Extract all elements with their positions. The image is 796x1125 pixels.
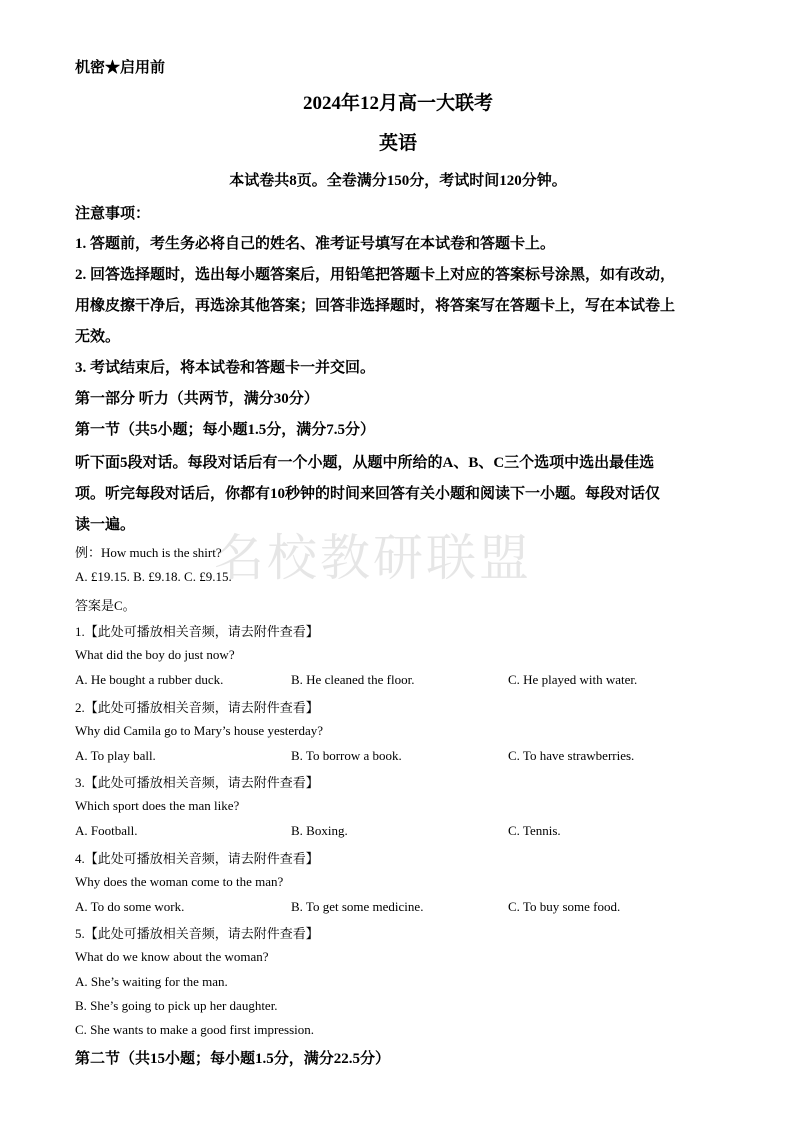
notice-item-3: 3. 考试结束后，将本试卷和答题卡一并交回。 [75,360,376,376]
q5-option-a: A. She’s waiting for the man. [75,974,228,989]
q2-option-b: B. To borrow a book. [291,748,402,763]
q5-audio-note: 5.【此处可播放相关音频，请去附件查看】 [75,926,319,941]
q3-option-c: C. Tennis. [508,823,561,838]
q5-option-b: B. She’s going to pick up her daughter. [75,998,278,1013]
q4-option-b: B. To get some medicine. [291,899,424,914]
example-question: 例：How much is the shirt? [75,545,222,560]
q4-question: Why does the woman come to the man? [75,874,284,889]
instructions-line2: 项。听完每段对话后，你都有10秒钟的时间来回答有关小题和阅读下一小题。每段对话仅 [75,486,661,502]
q2-question: Why did Camila go to Mary’s house yesterday? [75,723,324,738]
q3-question: Which sport does the man like? [75,798,240,813]
notice-heading: 注意事项： [75,206,151,222]
notice-item-1: 1. 答题前，考生务必将自己的姓名、准考证号填写在本试卷和答题卡上。 [75,236,556,252]
notice-item-2-end: 无效。 [75,329,121,345]
part1-heading: 第一部分 听力（共两节，满分30分） [75,391,319,407]
instructions-line1: 听下面5段对话。每段对话后有一个小题，从题中所给的A、B、C三个选项中选出最佳选 [75,455,655,471]
section1-heading: 第一节（共5小题；每小题1.5分，满分7.5分） [75,422,376,438]
q1-question: What did the boy do just now? [75,647,235,662]
instructions-line3: 读一遍。 [75,517,136,533]
q2-option-a: A. To play ball. [75,748,156,763]
q3-option-b: B. Boxing. [291,823,348,838]
section2-heading: 第二节（共15小题；每小题1.5分，满分22.5分） [75,1051,391,1067]
q1-option-c: C. He played with water. [508,672,638,687]
exam-info: 本试卷共8页。全卷满分150分，考试时间120分钟。 [229,173,567,189]
example-answer: 答案是C。 [75,598,136,613]
q2-option-c: C. To have strawberries. [508,748,635,763]
q4-option-a: A. To do some work. [75,899,185,914]
q5-question: What do we know about the woman? [75,949,269,964]
q1-audio-note: 1.【此处可播放相关音频，请去附件查看】 [75,624,319,639]
notice-item-2: 2. 回答选择题时，选出每小题答案后，用铅笔把答题卡上对应的答案标号涂黑，如有改动， [75,267,676,283]
confidential-label: 机密★启用前 [75,60,166,76]
q4-audio-note: 4.【此处可播放相关音频，请去附件查看】 [75,851,319,866]
subject-title: 英语 [378,133,417,154]
example-options: A. £19.15. B. £9.18. C. £9.15. [75,569,232,584]
q1-option-b: B. He cleaned the floor. [291,672,415,687]
q3-option-a: A. Football. [75,823,138,838]
q2-audio-note: 2.【此处可播放相关音频，请去附件查看】 [75,700,319,715]
q3-audio-note: 3.【此处可播放相关音频，请去附件查看】 [75,775,319,790]
watermark: 名校教研联盟 [214,529,532,587]
q4-option-c: C. To buy some food. [508,899,621,914]
notice-item-2-cont: 用橡皮擦干净后，再选涂其他答案；回答非选择题时，将答案写在答题卡上，写在本试卷上 [75,298,676,314]
q5-option-c: C. She wants to make a good first impression. [75,1022,315,1037]
q1-option-a: A. He bought a rubber duck. [75,672,224,687]
exam-title: 2024年12月高一大联考 [302,93,493,114]
